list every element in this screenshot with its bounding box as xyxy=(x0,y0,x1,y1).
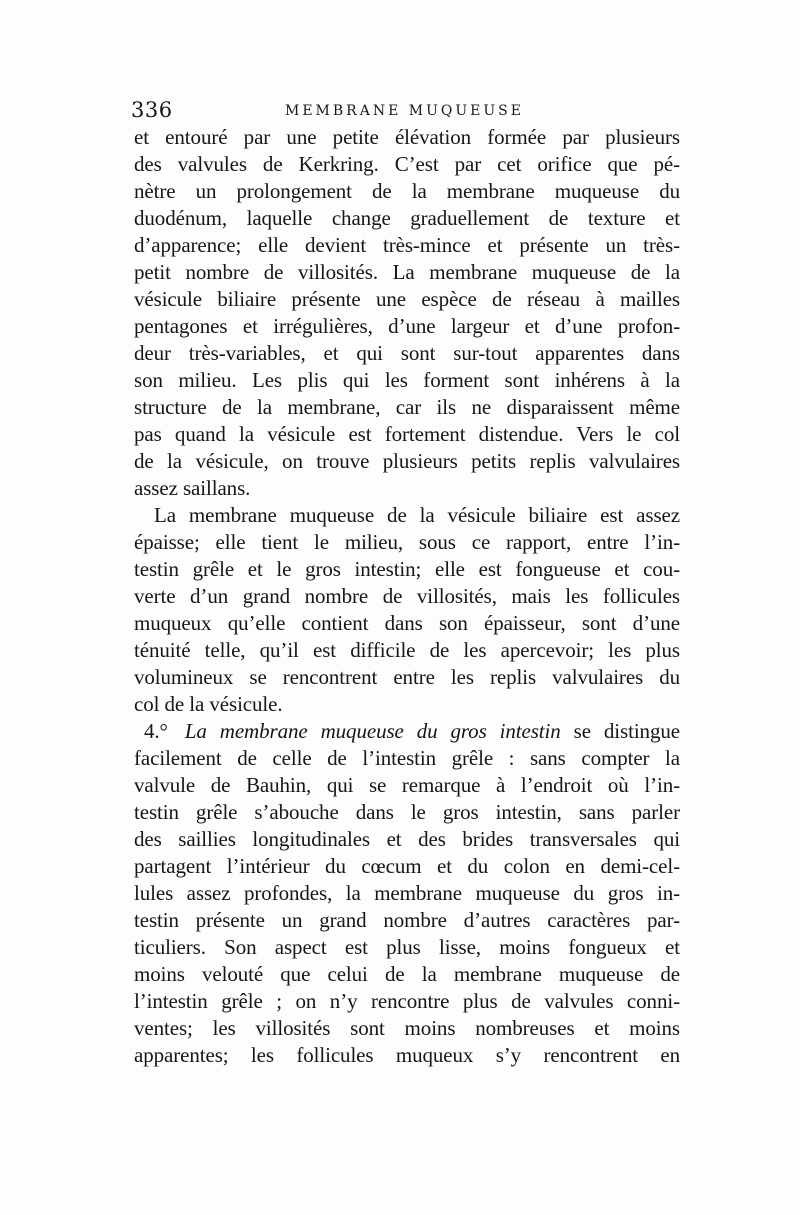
text-line: valvule de Bauhin, qui se remarque à l’endroit où l’in- xyxy=(134,773,680,797)
text-line: vésicule biliaire présente une espèce de réseau à mailles xyxy=(134,287,680,311)
text-line: de la vésicule, on trouve plusieurs petits replis valvulaires xyxy=(134,449,680,473)
text-line: son milieu. Les plis qui les forment sont inhérens à la xyxy=(134,368,680,392)
text-line: ticuliers. Son aspect est plus lisse, moins fongueux et xyxy=(134,935,680,959)
text-line: col de la vésicule. xyxy=(134,692,283,716)
text-line: épaisse; elle tient le milieu, sous ce rapport, entre l’in- xyxy=(134,530,680,554)
text-line: testin grêle s’abouche dans le gros intestin, sans parler xyxy=(134,800,680,824)
text-line: et entouré par une petite élévation formée par plusieurs xyxy=(134,125,680,149)
text-line: structure de la membrane, car ils ne disparaissent même xyxy=(134,395,680,419)
text-line: muqueux qu’elle contient dans son épaisseur, sont d’une xyxy=(134,611,680,635)
text-line: duodénum, laquelle change graduellement de texture et xyxy=(134,206,680,230)
text-line: testin grêle et le gros intestin; elle est fongueuse et cou- xyxy=(134,557,680,581)
text-line: testin présente un grand nombre d’autres caractères par- xyxy=(134,908,680,932)
text-line: nètre un prolongement de la membrane muqueuse du xyxy=(134,179,680,203)
text-line: partagent l’intérieur du cœcum et du colon en demi-cel- xyxy=(134,854,680,878)
running-head: MEMBRANE MUQUEUSE xyxy=(285,103,524,119)
text-line: pentagones et irrégulières, d’une largeur et d’une profon- xyxy=(134,314,680,338)
text-line: lules assez profondes, la membrane muqueuse du gros in- xyxy=(134,881,680,905)
text-line: petit nombre de villosités. La membrane muqueuse de la xyxy=(134,260,680,284)
page-number: 336 xyxy=(131,98,173,122)
section-title: La membrane muqueuse du gros intestin xyxy=(184,719,561,743)
text-line: assez saillans. xyxy=(134,476,251,500)
text-line: d’apparence; elle devient très-mince et présente un très- xyxy=(134,233,680,257)
text-line: ventes; les villosités sont moins nombreuses et moins xyxy=(134,1016,680,1040)
text-line: des valvules de Kerkring. C’est par cet orifice que pé- xyxy=(134,152,680,176)
text-line: deur très-variables, et qui sont sur-tout apparentes dans xyxy=(134,341,680,365)
text-line: ténuité telle, qu’il est difficile de les apercevoir; les plus xyxy=(134,638,680,662)
text-line: moins velouté que celui de la membrane muqueuse de xyxy=(134,962,680,986)
section-title-continuation: se distingue xyxy=(573,719,680,743)
text-line: des saillies longitudinales et des brides transversales qui xyxy=(134,827,680,851)
text-line: verte d’un grand nombre de villosités, mais les follicules xyxy=(134,584,680,608)
section-number: 4.° xyxy=(144,719,168,743)
text-line: volumineux se rencontrent entre les replis valvulaires du xyxy=(134,665,680,689)
section-heading-line xyxy=(134,718,680,745)
text-line: apparentes; les follicules muqueux s’y rencontrent en xyxy=(134,1043,680,1067)
text-line: l’intestin grêle ; on n’y rencontre plus de valvules conni- xyxy=(134,989,680,1013)
paragraph-start-line: La membrane muqueuse de la vésicule biliaire est assez xyxy=(154,503,680,527)
text-line: facilement de celle de l’intestin grêle : sans compter la xyxy=(134,746,680,770)
text-line: pas quand la vésicule est fortement distendue. Vers le col xyxy=(134,422,680,446)
body-text xyxy=(134,124,680,1069)
